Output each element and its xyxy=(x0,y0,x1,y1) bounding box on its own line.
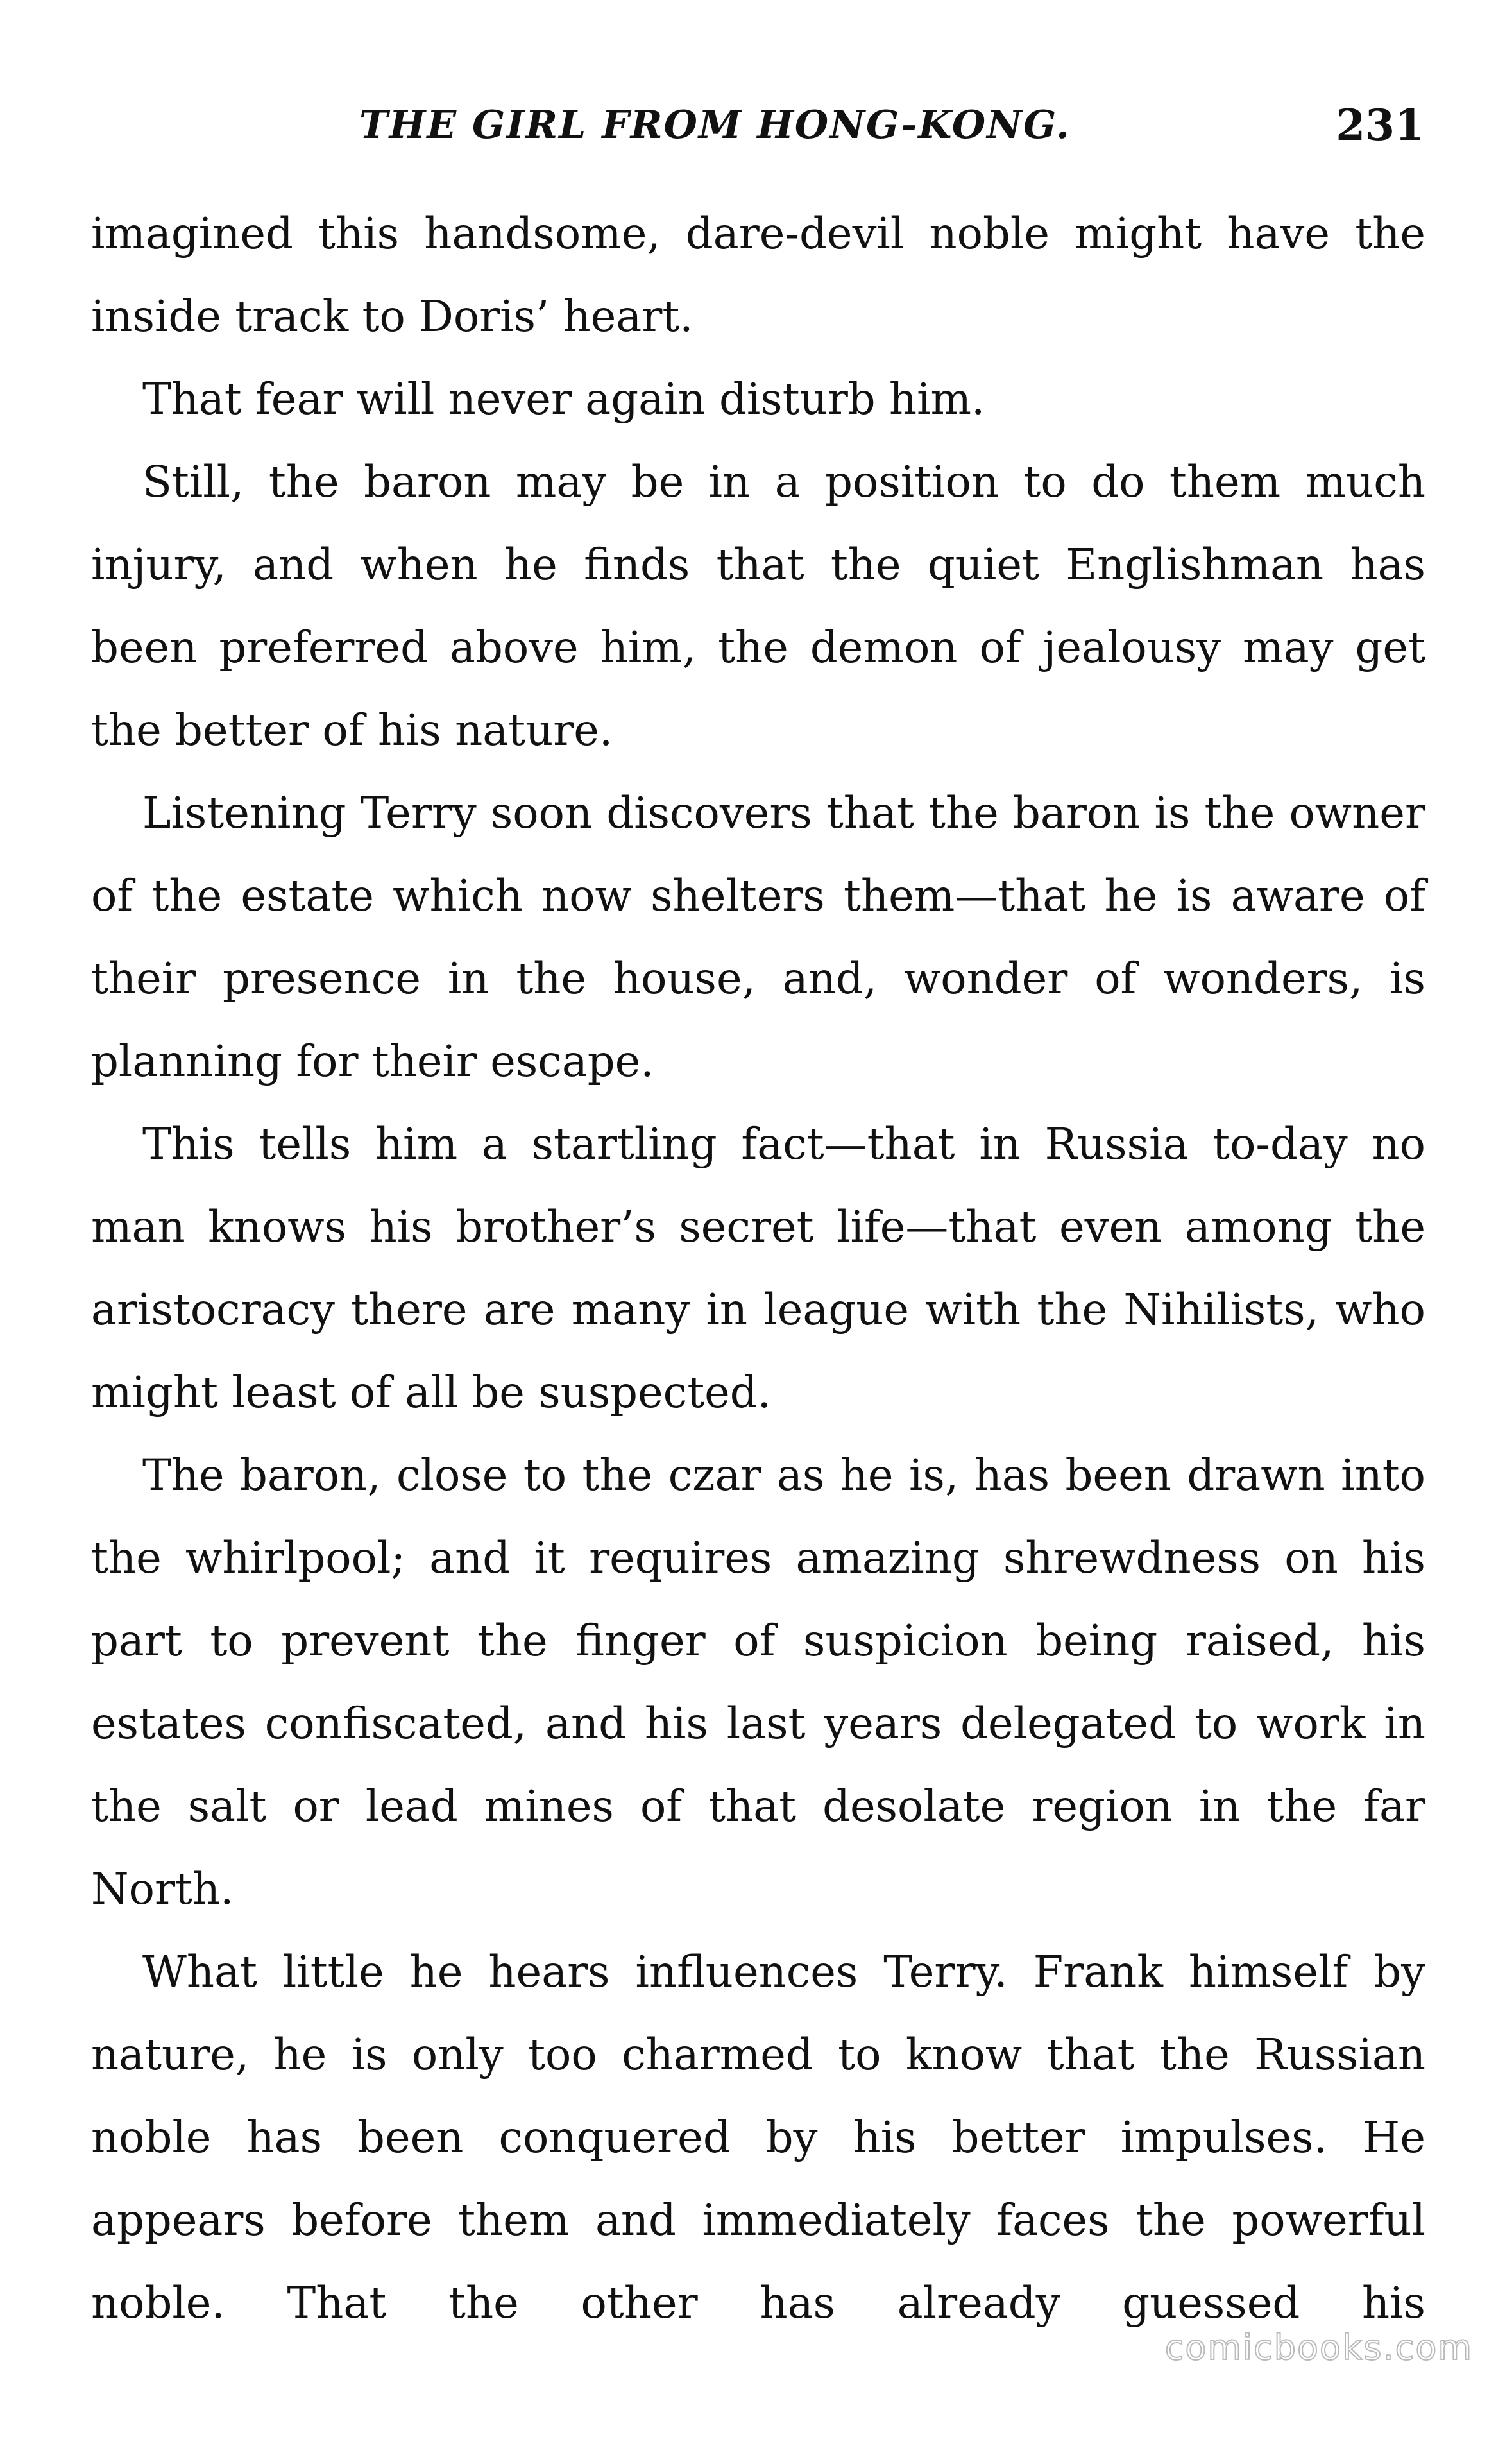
paragraph-7: What little he hears influences Terry. Frank himself by nature, he is only too charmed to know that the Russian noble has been conquered by his better impulses. He appears before them and immediately faces the powerful noble. That the other has already guessed his xyxy=(91,1947,1425,2328)
paragraph-2: That fear will never again disturb him. xyxy=(142,374,985,424)
site-watermark: comicbooks.com xyxy=(1164,2327,1473,2368)
paragraph-1: imagined this handsome, dare-devil noble might have the inside track to Doris’ heart. xyxy=(91,209,1425,341)
running-title: THE GIRL FROM HONG-KONG. xyxy=(359,103,1071,148)
page-header xyxy=(359,96,1424,154)
page-number: 231 xyxy=(1336,100,1424,150)
body-text xyxy=(91,193,1425,2345)
paragraph-6: The baron, close to the czar as he is, has been drawn into the whirlpool; and it requires amazing shrewdness on his part to prevent the finger of suspicion being raised, his estates confiscated, and his last years delegated to work in the salt or lead mines of that desolate region in the far North. xyxy=(91,1450,1425,1914)
paragraph-4: Listening Terry soon discovers that the baron is the owner of the estate which now shelters them—that he is aware of their presence in the house, and, wonder of wonders, is planning for their escape. xyxy=(91,788,1425,1086)
paragraph-5: This tells him a startling fact—that in Russia to-day no man knows his brother’s secret life—that even among the aristocracy there are many in league with the Nihilists, who might least of all be suspected. xyxy=(91,1119,1425,1417)
paragraph-3: Still, the baron may be in a position to do them much injury, and when he finds that the quiet Englishman has been preferred above him, the demon of jealousy may get the better of his nature. xyxy=(91,457,1425,755)
